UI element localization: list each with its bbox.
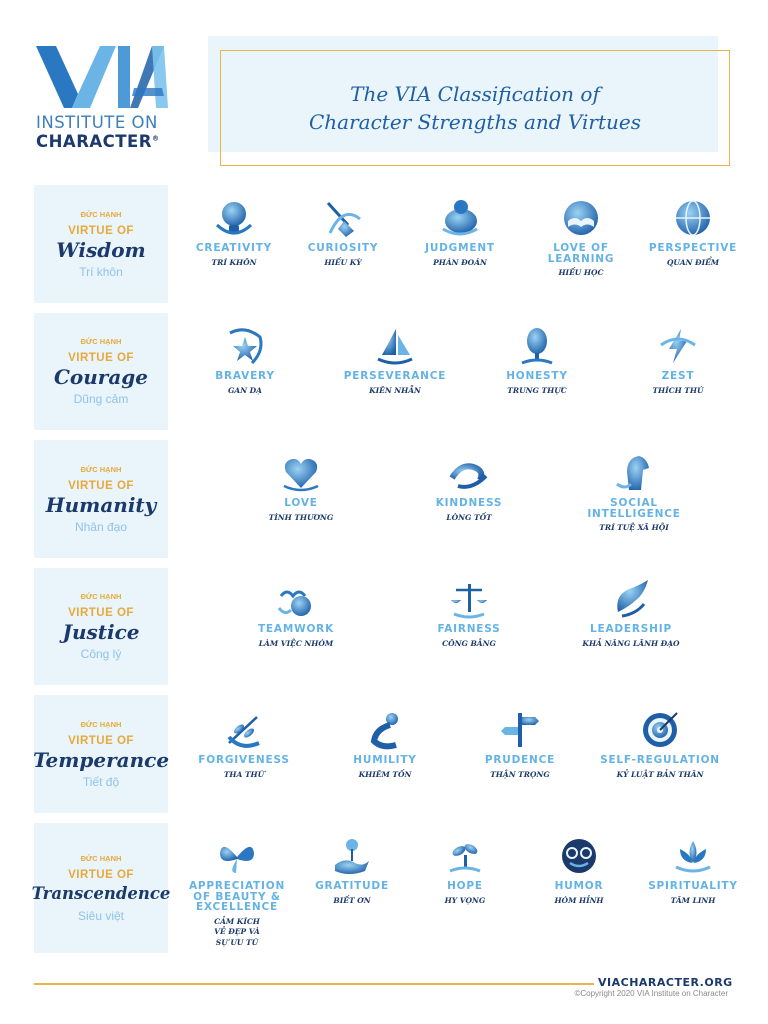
strength-name — [628, 881, 758, 892]
strength-translation — [595, 770, 725, 781]
strength-name — [514, 881, 644, 892]
virtue-panel-justice — [34, 568, 168, 685]
virtue-translation: Dũng cảm — [73, 392, 129, 406]
strength-name — [395, 243, 525, 254]
strength-perseverance — [330, 323, 460, 396]
strength-appreciation-of-beauty-excellence — [172, 833, 302, 948]
strength-translation-line: BIẾT ƠN — [333, 895, 371, 905]
strength-name — [330, 371, 460, 382]
strength-gratitude — [287, 833, 417, 906]
virtue-viet-label: ĐỨC HẠNH — [80, 209, 122, 219]
strength-translation-line: LÀM VIỆC NHÓM — [258, 638, 334, 648]
virtue-of-label: VIRTUE OF — [68, 224, 134, 237]
flower-hand-icon — [287, 833, 417, 879]
strength-translation-line: LÒNG TỐT — [446, 512, 492, 522]
virtue-of-label: VIRTUE OF — [68, 607, 134, 619]
virtue-translation: Trí khôn — [79, 264, 123, 279]
strength-translation — [179, 770, 309, 781]
footer-url[interactable]: VIACHARACTER.ORG — [598, 976, 733, 989]
strength-translation — [287, 896, 417, 907]
strength-name-line: TEAMWORK — [257, 623, 335, 635]
butterfly-icon — [172, 833, 302, 879]
strength-translation — [320, 770, 450, 781]
virtue-viet-label: ĐỨC HẠNH — [80, 337, 122, 346]
strength-name-line: KINDNESS — [435, 497, 503, 509]
strength-name — [236, 498, 366, 509]
strength-name — [287, 881, 417, 892]
strength-translation-line: TÂM LINH — [670, 895, 716, 905]
virtue-panel-courage — [34, 313, 168, 430]
strength-love-of-learning — [516, 195, 646, 279]
strength-translation — [236, 513, 366, 524]
strength-social-intelligence — [569, 450, 699, 534]
virtue-viet-label: ĐỨC HẠNH — [80, 719, 122, 729]
sailboat-icon — [330, 323, 460, 369]
strength-translation — [628, 896, 758, 907]
strength-translation — [172, 917, 302, 949]
strength-name-line: HUMOR — [554, 880, 604, 892]
virtue-name: Courage — [53, 365, 148, 389]
strength-perspective — [628, 195, 758, 268]
strength-name-line: CURIOSITY — [307, 242, 379, 254]
strength-name — [569, 498, 699, 519]
strength-translation — [566, 639, 696, 650]
strength-translation-line: HIẾU KỲ — [324, 257, 362, 267]
virtue-viet-label: ĐỨC HẠNH — [80, 853, 122, 863]
strength-zest — [613, 323, 743, 396]
virtue-of-label: VIRTUE OF — [68, 868, 134, 881]
strength-translation — [278, 258, 408, 269]
virtue-name: Humanity — [45, 492, 157, 517]
star-figure-icon — [180, 323, 310, 369]
strength-fairness — [404, 576, 534, 649]
via-logo — [34, 44, 179, 154]
strength-name-line: LOVE OF — [553, 242, 609, 254]
lightning-icon — [613, 323, 743, 369]
virtue-translation: Tiết độ — [82, 774, 120, 789]
virtue-panel-humanity — [34, 440, 168, 558]
strength-name — [613, 371, 743, 382]
strength-name — [595, 755, 725, 766]
target-icon — [595, 707, 725, 753]
strength-translation-line: GAN DẠ — [227, 385, 262, 395]
strength-name-line: BRAVERY — [215, 370, 275, 382]
strength-name-line: SOCIAL INTELLIGENCE — [587, 497, 681, 520]
horse-head-icon — [569, 450, 699, 496]
virtue-translation: Công lý — [80, 647, 122, 661]
strength-bravery — [180, 323, 310, 396]
strength-name-line: SELF-REGULATION — [600, 754, 720, 766]
virtue-of-label: VIRTUE OF — [68, 352, 134, 364]
virtue-of-label: VIRTUE OF — [68, 734, 134, 747]
strength-translation-line: QUAN ĐIỂM — [666, 257, 720, 267]
footer-copyright: ©Copyright 2020 VIA Institute on Character — [574, 989, 728, 998]
book-icon — [516, 195, 646, 241]
strength-name — [628, 243, 758, 254]
strength-translation-line: TRÍ TUỆ XÃ HỘI — [599, 523, 669, 532]
strength-translation — [395, 258, 525, 269]
strength-name-line: LEARNING — [547, 252, 615, 265]
strength-name-line: HOPE — [447, 880, 483, 892]
strength-name-line: EXCELLENCE — [196, 901, 278, 913]
title-line-2: Character Strengths and Virtues — [309, 110, 641, 134]
strength-name — [231, 624, 361, 635]
virtue-name: Wisdom — [56, 237, 146, 262]
strength-prudence — [455, 707, 585, 780]
strength-translation — [404, 513, 534, 524]
shovel-icon — [278, 195, 408, 241]
strength-teamwork — [231, 576, 361, 649]
bowing-figure-icon — [320, 707, 450, 753]
strength-name — [179, 755, 309, 766]
strength-self-regulation — [595, 707, 725, 780]
via-logo-mark — [34, 44, 169, 110]
strength-translation-line: SỰ ƯU TÚ — [215, 937, 259, 947]
olive-branch-icon — [179, 707, 309, 753]
strength-forgiveness — [179, 707, 309, 780]
title-box — [220, 50, 730, 166]
strength-curiosity — [278, 195, 408, 268]
strength-name — [566, 624, 696, 635]
strength-name — [472, 371, 602, 382]
strength-name — [404, 624, 534, 635]
strength-translation — [330, 386, 460, 397]
strength-name-line: PRUDENCE — [484, 754, 556, 766]
strength-translation-line: KHIÊM TỐN — [358, 769, 412, 779]
strength-translation — [400, 896, 530, 907]
strength-translation — [472, 386, 602, 397]
strength-name-line: PERSEVERANCE — [343, 370, 447, 382]
glasses-face-icon — [514, 833, 644, 879]
virtue-panel-transcendence — [31, 823, 171, 953]
strength-translation-line: KHẢ NĂNG LÃNH ĐẠO — [582, 638, 680, 648]
footer-divider — [34, 983, 594, 985]
strength-name-line: PERSPECTIVE — [648, 242, 738, 254]
strength-translation-line: KỶ LUẬT BẢN THÂN — [616, 769, 704, 779]
wing-icon — [566, 576, 696, 622]
strength-translation-line: KIÊN NHẪN — [369, 385, 421, 395]
strength-name-line: HUMILITY — [353, 754, 417, 766]
virtue-viet-label: ĐỨC HẠNH — [80, 592, 122, 601]
strength-name-line: CREATIVITY — [195, 242, 273, 254]
strength-translation-line: THẬN TRỌNG — [490, 769, 550, 779]
strength-name — [455, 755, 585, 766]
virtue-name: Justice — [62, 620, 140, 644]
strength-hope — [400, 833, 530, 906]
strength-name — [278, 243, 408, 254]
virtue-translation: Nhân đạo — [74, 519, 128, 534]
scales-icon — [404, 576, 534, 622]
strength-name — [400, 881, 530, 892]
strength-translation-line: PHÁN ĐOÁN — [433, 257, 487, 267]
strength-name-line: SPIRITUALITY — [648, 880, 738, 892]
strength-name-line: APPRECIATION — [188, 880, 286, 892]
virtue-translation: Siêu việt — [77, 908, 125, 923]
helping-hands-icon — [404, 450, 534, 496]
logo-text-character: CHARACTER® — [36, 132, 160, 151]
strength-leadership — [566, 576, 696, 649]
strength-translation — [231, 639, 361, 650]
team-birds-icon — [231, 576, 361, 622]
strength-translation — [404, 639, 534, 650]
strength-name — [516, 243, 646, 264]
strength-name — [404, 498, 534, 509]
signpost-icon — [455, 707, 585, 753]
strength-name-line: ZEST — [661, 370, 695, 382]
strength-spirituality — [628, 833, 758, 906]
strength-name-line: OF BEAUTY & — [193, 890, 281, 903]
strength-humor — [514, 833, 644, 906]
sprout-icon — [400, 833, 530, 879]
virtue-viet-label: ĐỨC HẠNH — [80, 464, 122, 474]
strength-name-line: HONESTY — [506, 370, 568, 382]
cloud-head-icon — [395, 195, 525, 241]
strength-name — [320, 755, 450, 766]
strength-translation-line: HY VỌNG — [444, 895, 486, 905]
strength-translation-line: CÔNG BẰNG — [442, 638, 496, 648]
globe-icon — [628, 195, 758, 241]
strength-translation — [569, 523, 699, 534]
strength-translation-line: VẺ ĐẸP VÀ — [214, 927, 260, 936]
strength-translation — [628, 258, 758, 269]
virtue-panel-temperance — [34, 695, 168, 813]
strength-translation — [516, 268, 646, 279]
strength-name — [172, 881, 302, 913]
strength-translation-line: HÓM HỈNH — [554, 895, 604, 905]
logo-text-institute: INSTITUTE ON — [36, 113, 158, 132]
mirror-icon — [472, 323, 602, 369]
strength-judgment — [395, 195, 525, 268]
strength-name-line: LOVE — [284, 497, 318, 509]
strength-name-line: LEADERSHIP — [590, 623, 672, 635]
strength-name-line: FAIRNESS — [437, 623, 501, 635]
strength-name-line: FORGIVENESS — [198, 754, 290, 766]
strength-name-line: JUDGMENT — [425, 242, 495, 254]
heart-icon — [236, 450, 366, 496]
strength-translation — [514, 896, 644, 907]
strength-translation-line: CẢM KÍCH — [214, 916, 260, 926]
strength-name — [180, 371, 310, 382]
lotus-icon — [628, 833, 758, 879]
strength-translation — [455, 770, 585, 781]
strength-translation — [613, 386, 743, 397]
strength-name-line: GRATITUDE — [315, 880, 389, 892]
title-line-1: The VIA Classification of — [350, 82, 600, 106]
strength-honesty — [472, 323, 602, 396]
strength-translation-line: TÌNH THƯƠNG — [268, 512, 334, 522]
strength-humility — [320, 707, 450, 780]
strength-translation-line: THÍCH THÚ — [652, 385, 704, 395]
strength-translation — [180, 386, 310, 397]
strength-translation-line: HIẾU HỌC — [558, 268, 604, 277]
strength-translation-line: TRÍ KHÔN — [211, 257, 257, 267]
virtue-name: Temperance — [32, 747, 170, 772]
virtue-name: Transcendence — [31, 883, 171, 903]
strength-kindness — [404, 450, 534, 523]
virtue-panel-wisdom — [34, 185, 168, 303]
strength-translation-line: THA THỨ — [223, 769, 265, 779]
strength-translation-line: TRUNG THỰC — [507, 385, 567, 395]
strength-love — [236, 450, 366, 523]
virtue-of-label: VIRTUE OF — [68, 479, 134, 492]
